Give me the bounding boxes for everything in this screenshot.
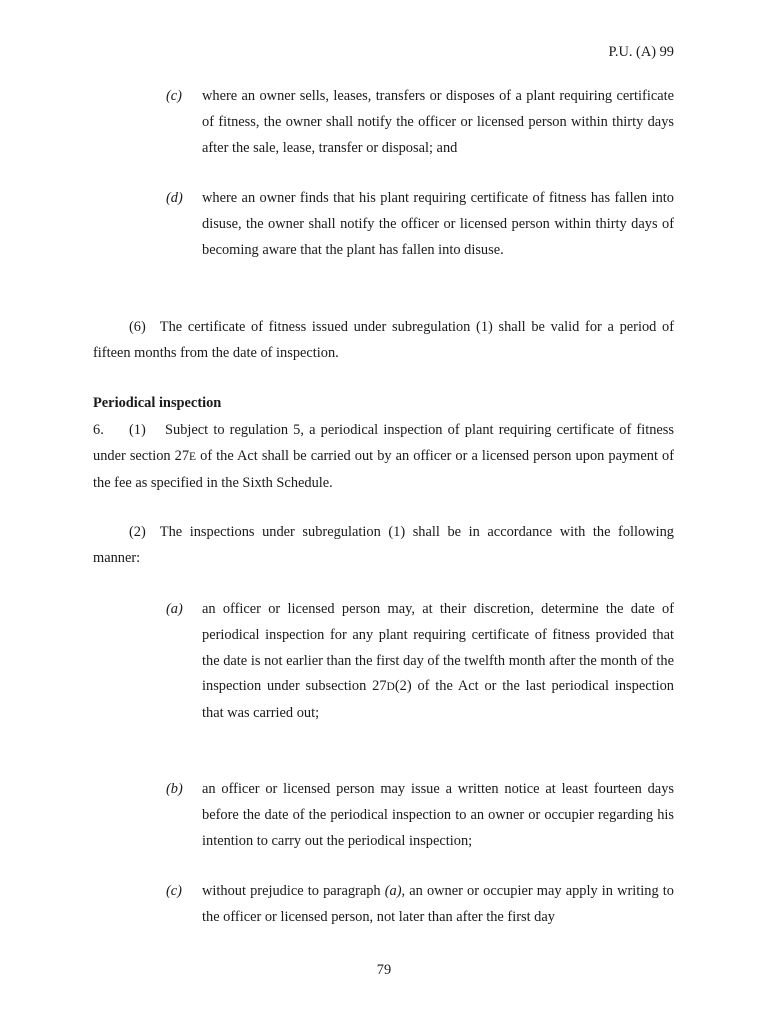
subregulation-text: The inspections under subregulation (1) shall be in accordance with the following manner: [93, 524, 674, 566]
paragraph-item-c [166, 84, 674, 161]
item-text: an officer or licensed person may issue a written notice at least fourteen days before the date of the periodical inspection to an owner or occupier regarding his intention to carry out the periodical inspection; [202, 781, 674, 849]
paragraph-item-c-2 [166, 879, 674, 931]
item-text-part-2: , an owner or occupier may apply in writing to the officer or licensed person, not later than after the first day [202, 883, 674, 925]
regulation-6-sub-1 [93, 418, 674, 496]
section-heading: Periodical inspection [93, 395, 222, 411]
page-number: 79 [376, 962, 392, 978]
paragraph-item-d [166, 186, 674, 263]
page-header-reference: P.U. (A) 99 [608, 44, 674, 60]
subregulation-text-part-2: of the Act shall be carried out by an officer or a licensed person upon payment of the fee as specified in the Sixth Schedule. [93, 447, 674, 491]
subregulation-text: The certificate of fitness issued under subregulation (1) shall be valid for a period of fifteen months from the date of inspection. [93, 319, 674, 361]
regulation-6-sub-2 [93, 520, 674, 572]
subregulation-text-part-1: Subject to regulation 5, a periodical inspection of plant requiring certificate of fitness under section 27 [93, 422, 674, 464]
item-text: where an owner sells, leases, transfers or disposes of a plant requiring certificate of fitness, the owner shall notify the officer or licensed person within thirty days after the sale, lease, transfer or disposal; and [202, 88, 674, 156]
subregulation-number: (6) [129, 319, 146, 335]
item-text [202, 597, 674, 727]
subsection-suffix: D [386, 681, 395, 694]
item-text-part-2: (2) of the Act or the last periodical inspection that was carried out; [202, 678, 674, 722]
item-label: (c) [166, 883, 182, 899]
regulation-number: 6. [93, 422, 104, 438]
subregulation-number: (1) [129, 422, 146, 438]
subregulation-6 [93, 315, 674, 367]
paragraph-reference: (a) [384, 883, 402, 899]
item-text-part-1: without prejudice to paragraph [202, 883, 385, 899]
item-label: (a) [166, 601, 183, 617]
item-label: (d) [166, 190, 183, 206]
section-suffix: E [189, 450, 197, 463]
item-text-part-1: an officer or licensed person may, at their discretion, determine the date of periodical inspection for any plant requiring certificate of fitness provided that the date is not earlier than the first day of the twelfth month after the month of the inspection under subsection 27 [202, 601, 674, 695]
item-text [202, 879, 674, 931]
item-label: (c) [166, 88, 182, 104]
subregulation-number: (2) [129, 524, 146, 540]
item-text: where an owner finds that his plant requiring certificate of fitness has fallen into disuse, the owner shall notify the officer or licensed person within thirty days of becoming aware that the plant has fallen into disuse. [202, 190, 674, 258]
paragraph-item-b [166, 777, 674, 854]
paragraph-item-a [166, 597, 674, 727]
item-label: (b) [166, 781, 183, 797]
